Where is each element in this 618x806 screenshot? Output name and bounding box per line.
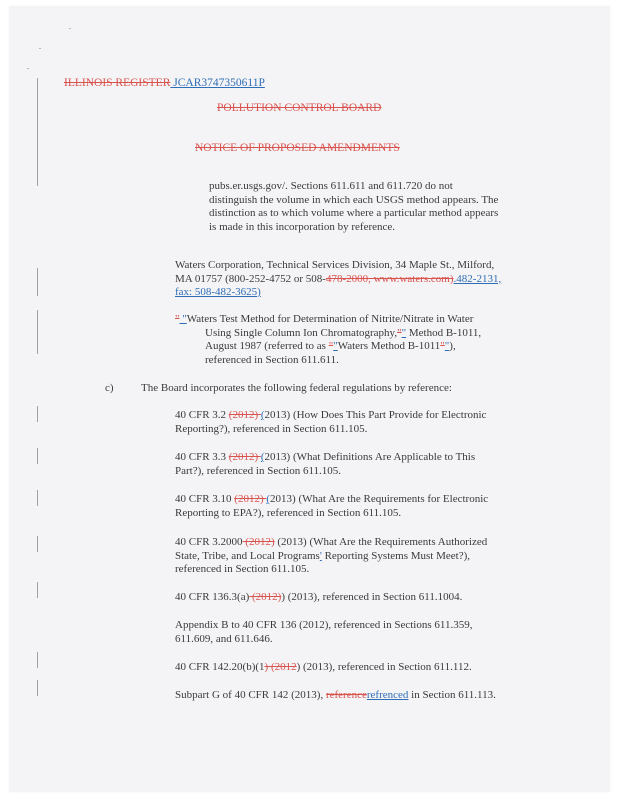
board-header	[217, 102, 381, 114]
register-header	[64, 77, 265, 89]
text-run: Waters Method B-1011	[337, 340, 441, 352]
deleted-text: 478-2000, www.waters.com)	[325, 272, 454, 285]
text-line	[175, 689, 496, 703]
text-run: Reporting Systems Must Meet?),	[321, 549, 470, 562]
deleted-text: reference	[325, 689, 367, 701]
text-run: 2013) (How Does This Part Provide for Electronic	[264, 409, 487, 421]
cfr-entry	[175, 493, 488, 520]
change-bar	[37, 490, 38, 506]
text-run: 2013) (What Are the Requirements for Electronic	[270, 493, 489, 505]
text-run: Waters Test Method for Determination of Nitrite/Nitrate in Water	[186, 313, 474, 325]
scan-speck	[27, 68, 29, 69]
text-line	[175, 327, 481, 341]
inserted-text: "	[401, 326, 407, 339]
change-bar	[37, 310, 38, 354]
change-bar	[37, 448, 38, 464]
inserted-text: "	[179, 313, 187, 325]
text-run: 40 CFR 3.10	[175, 493, 235, 505]
change-bar	[37, 406, 38, 422]
text-line	[175, 591, 462, 605]
text-run: 40 CFR 3.3	[175, 451, 229, 463]
text-run: 40 CFR 3.2	[175, 409, 229, 421]
inserted-text: "	[444, 340, 450, 352]
section-label: c)	[105, 382, 114, 394]
deleted-text: ) (2012	[264, 661, 297, 673]
change-bar	[37, 582, 38, 598]
change-bar	[37, 680, 38, 696]
change-bar	[37, 652, 38, 668]
text-run: ),	[449, 340, 456, 352]
text-line: distinction as to which volume where a particular method appears	[209, 207, 499, 219]
text-line: Appendix B to 40 CFR 136 (2012), referenced in Sections 611.359,	[175, 619, 473, 631]
text-run: MA 01757 (800-252-4752 or 508-	[175, 272, 326, 285]
change-bar	[37, 536, 38, 552]
text-run: Method B-1011,	[406, 326, 482, 339]
notice-title: NOTICE OF PROPOSED AMENDMENTS	[195, 142, 400, 154]
inserted-text: refrenced	[366, 689, 409, 701]
text-line: Reporting?), referenced in Section 611.105.	[175, 422, 368, 435]
text-run: August 1987 (referred to as	[205, 340, 329, 352]
notice-header	[195, 142, 400, 154]
cfr-entry	[175, 451, 475, 478]
text-run: State, Tribe, and Local Programs	[175, 549, 320, 562]
cfr-entry	[175, 661, 472, 675]
text-run: ) (2013), referenced in Section 611.1004.	[281, 591, 463, 603]
deleted-text: "	[440, 340, 445, 352]
change-bar	[37, 78, 38, 186]
text-line: referenced in Section 611.611.	[205, 353, 339, 366]
deleted-text: (2012)	[228, 451, 261, 463]
deleted-text: (2012)	[249, 591, 282, 603]
text-line	[175, 286, 501, 300]
document-page	[9, 6, 610, 792]
text-line: referenced in Section 611.105.	[175, 563, 310, 575]
deleted-text: "	[175, 313, 180, 325]
register-deleted: ILLINOIS REGISTER	[64, 77, 171, 89]
text-run: Subpart G of 40 CFR 142 (2013),	[175, 689, 326, 701]
register-inserted: JCAR3747350611P	[170, 77, 265, 89]
text-line	[175, 409, 486, 423]
inserted-text: (	[266, 493, 271, 505]
scan-speck	[39, 48, 41, 49]
cfr-entry	[175, 619, 472, 646]
deleted-text: "	[328, 340, 334, 352]
waters-corporation-entry	[175, 259, 501, 300]
inserted-text: (	[260, 409, 265, 421]
text-line: Reporting to EPA?), referenced in Section 611.105.	[175, 506, 402, 519]
change-bar	[37, 268, 38, 296]
inserted-text: fax: 508-482-3625)	[175, 286, 261, 298]
text-run: (2013) (What Are the Requirements Authorized	[274, 536, 488, 548]
deleted-text: (2012)	[242, 536, 275, 548]
cfr-entry	[175, 536, 487, 577]
text-line	[175, 340, 481, 354]
scan-speck	[69, 28, 71, 29]
text-line	[175, 313, 481, 327]
text-line: Part?), referenced in Section 611.105.	[175, 464, 342, 477]
text-run: 40 CFR 136.3(a)	[175, 591, 250, 603]
board-title: POLLUTION CONTROL BOARD	[217, 102, 382, 114]
text-line: is made in this incorporation by reference.	[209, 220, 396, 233]
text-line: 611.609, and 611.646.	[175, 632, 273, 645]
text-line	[175, 661, 472, 675]
deleted-text: (2012)	[228, 409, 261, 421]
inserted-text: '	[319, 549, 322, 562]
deleted-text: (2012)	[234, 493, 267, 505]
text-line	[175, 273, 501, 287]
text-line: Waters Corporation, Technical Services Division, 34 Maple St., Milford,	[175, 259, 495, 271]
text-line: The Board incorporates the following federal regulations by reference:	[141, 382, 452, 394]
text-run: in Section 611.113.	[408, 689, 496, 701]
inserted-text: .482-2131,	[453, 272, 502, 285]
inserted-text: (	[260, 451, 265, 463]
text-run: Using Single Column Ion Chromatography,	[205, 326, 398, 339]
cfr-entry	[175, 409, 486, 436]
section-c-intro	[141, 382, 452, 396]
waters-method-entry	[175, 313, 481, 367]
cfr-entry	[175, 689, 496, 703]
usgs-paragraph	[209, 180, 498, 234]
text-line	[175, 493, 488, 507]
inserted-text: "	[333, 340, 338, 352]
cfr-entry	[175, 591, 462, 605]
text-run: 2013) (What Definitions Are Applicable to This	[264, 451, 476, 463]
text-line	[175, 451, 475, 465]
text-line: distinguish the volume in which each USGS method appears. The	[209, 193, 499, 206]
deleted-text: "	[397, 326, 402, 339]
text-line	[175, 536, 487, 550]
text-line	[175, 550, 487, 564]
text-run: 40 CFR 3.2000	[175, 536, 243, 548]
text-line: pubs.er.usgs.gov/. Sections 611.611 and 611.720 do not	[209, 180, 453, 192]
text-run: 40 CFR 142.20(b)(1	[175, 661, 265, 673]
text-run: ) (2013), referenced in Section 611.112.	[296, 661, 472, 673]
